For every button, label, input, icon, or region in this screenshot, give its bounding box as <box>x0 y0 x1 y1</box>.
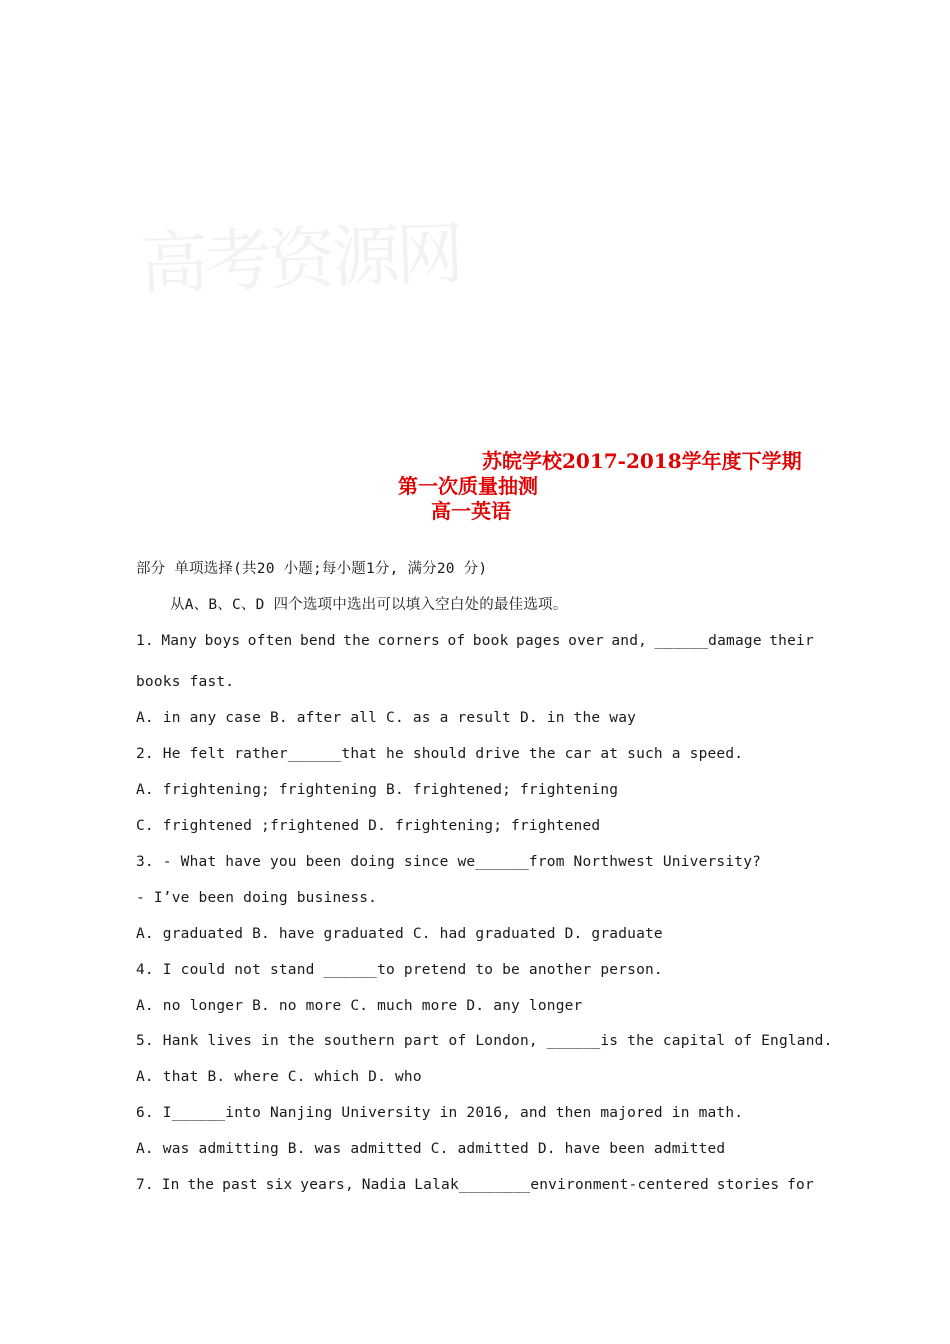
word: ______damage <box>654 633 762 649</box>
word: 7. <box>136 1177 154 1193</box>
question-3-stem: 3. - What have you been doing since we______from Northwest University? <box>136 854 762 870</box>
word: bend <box>299 633 336 649</box>
question-6-stem: 6. I______into Nanjing University in 2016, and then majored in math. <box>136 1105 744 1121</box>
question-5-options: A. that B. where C. which D. who <box>136 1069 422 1085</box>
word: book <box>472 633 509 649</box>
question-2-stem: 2. He felt rather______that he should drive the car at such a speed. <box>136 746 744 762</box>
question-2-options-1: A. frightening; frightening B. frightened; frightening <box>136 782 619 798</box>
word: the <box>187 1177 215 1193</box>
question-1-line-2: books fast. <box>136 674 235 690</box>
subject-title: 高一英语 <box>431 499 511 523</box>
question-3-reply: - I’ve been doing business. <box>136 890 378 906</box>
question-1-options: A. in any case B. after all C. as a result D. in the way <box>136 710 637 726</box>
word: 1. <box>136 633 154 649</box>
word: stories <box>716 1177 780 1193</box>
section-heading: 部分 单项选择(共20 小题;每小题1分, 满分20 分) <box>136 561 488 577</box>
word: years, <box>300 1177 354 1193</box>
section-instruction: 从A、B、C、D 四个选项中选出可以填入空白处的最佳选项。 <box>170 597 568 613</box>
school-title: 苏皖学校2017-2018学年度下学期 <box>482 449 802 473</box>
word: In <box>161 1177 180 1193</box>
word: boys <box>204 633 241 649</box>
question-2-options-2: C. frightened ;frightened D. frightening; frightened <box>136 818 601 834</box>
question-1-line-1 <box>136 631 814 651</box>
word: six <box>265 1177 293 1193</box>
word: and, <box>611 633 648 649</box>
question-7-line-1 <box>136 1175 814 1195</box>
word: the <box>343 633 370 649</box>
word: their <box>769 633 814 649</box>
word: corners <box>377 633 440 649</box>
word: pages <box>516 633 561 649</box>
watermark: 高考资源网 <box>138 214 462 305</box>
question-5-stem: 5. Hank lives in the southern part of London, ______is the capital of England. <box>136 1033 833 1049</box>
word: Nadia <box>361 1177 407 1193</box>
question-3-options: A. graduated B. have graduated C. had graduated D. graduate <box>136 926 663 942</box>
exam-title: 第一次质量抽测 <box>398 474 538 498</box>
word: over <box>568 633 604 649</box>
word: for <box>787 1177 814 1193</box>
word: Lalak________environment-centered <box>414 1177 709 1193</box>
word: past <box>222 1177 258 1193</box>
word: Many <box>161 633 198 649</box>
question-6-options: A. was admitting B. was admitted C. admitted D. have been admitted <box>136 1141 726 1157</box>
word: of <box>447 633 466 649</box>
word: often <box>247 633 293 649</box>
question-4-options: A. no longer B. no more C. much more D. any longer <box>136 998 583 1014</box>
question-4-stem: 4. I could not stand ______to pretend to be another person. <box>136 962 663 978</box>
